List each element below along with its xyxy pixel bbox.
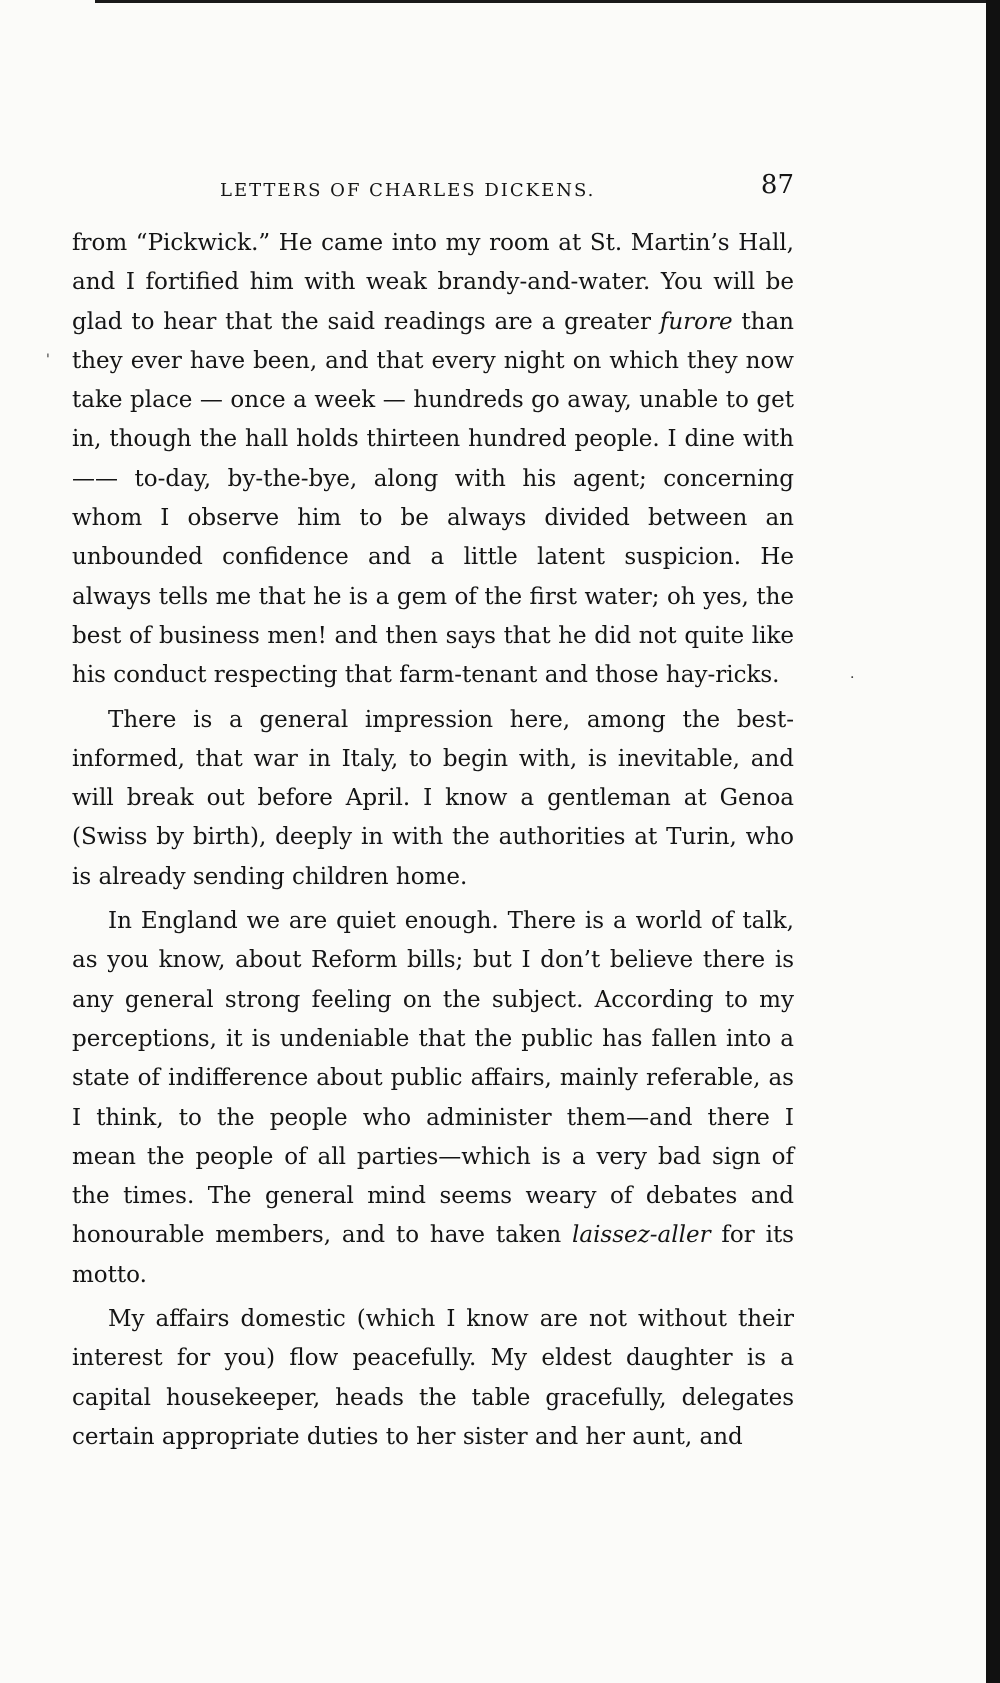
paragraph-1-italic: furore bbox=[659, 308, 733, 335]
page-number: 87 bbox=[760, 170, 794, 200]
margin-dot: · bbox=[850, 670, 855, 686]
body-text bbox=[72, 224, 794, 1457]
paragraph-1 bbox=[72, 224, 794, 696]
page-edge-shadow bbox=[986, 0, 1000, 1683]
paragraph-2: There is a general impression here, among the best-informed, that war in Italy, to begin with, is inevitable, and will break out before April. I know a gentleman at Genoa (Swiss by birth), deeply in with the authorities at Turin, who is already sending children home. bbox=[72, 706, 794, 890]
paragraph-3-italic: laissez-aller bbox=[572, 1222, 711, 1249]
margin-mark: ' bbox=[46, 352, 50, 368]
paragraph-3-text-a: In England we are quiet enough. There is a world of talk, as you know, about Reform bills; but I don’t believe there is any general strong feeling on the subject. According to my perceptions, it is undeniable that the public has fallen into a state of indifference about public affairs, mainly referable, as I think, to the people who administer them—and there I mean the people of all parties—which is a very bad sign of the times. The general mind seems weary of debates and honourable members, and to have taken bbox=[72, 908, 794, 1249]
paragraph-3 bbox=[72, 902, 794, 1295]
running-head: LETTERS OF CHARLES DICKENS. bbox=[220, 180, 596, 201]
top-edge-rule bbox=[95, 0, 1000, 3]
paragraph-1-text-a: from “Pickwick.” He came into my room at St. Martin’s Hall, and I fortified him with weak brandy-and-water. You will be glad to hear that the said readings are a greater bbox=[72, 230, 794, 335]
page-header bbox=[72, 170, 794, 214]
paragraph-4: My affairs domestic (which I know are not without their interest for you) flow peacefully. My eldest daughter is a capital housekeeper, heads the table gracefully, delegates certain appropriate duties to her sister and her aunt, and bbox=[72, 1306, 794, 1450]
paragraph-3-text-b: for its motto. bbox=[72, 1222, 794, 1288]
paragraph-1-text-b: than they ever have been, and that every night on which they now take place — once a week — hundreds go away, unable to get in, though the hall holds thirteen hundred people. I dine with —— to-day, by-the-bye, along with his agent; concerning whom I observe him to be always divided between an unbounded confidence and a little latent suspicion. He always tells me that he is a gem of the first water; oh yes, the best of business men! and then says that he did not quite like his conduct respecting that farm-tenant and those hay-ricks. bbox=[72, 308, 794, 689]
